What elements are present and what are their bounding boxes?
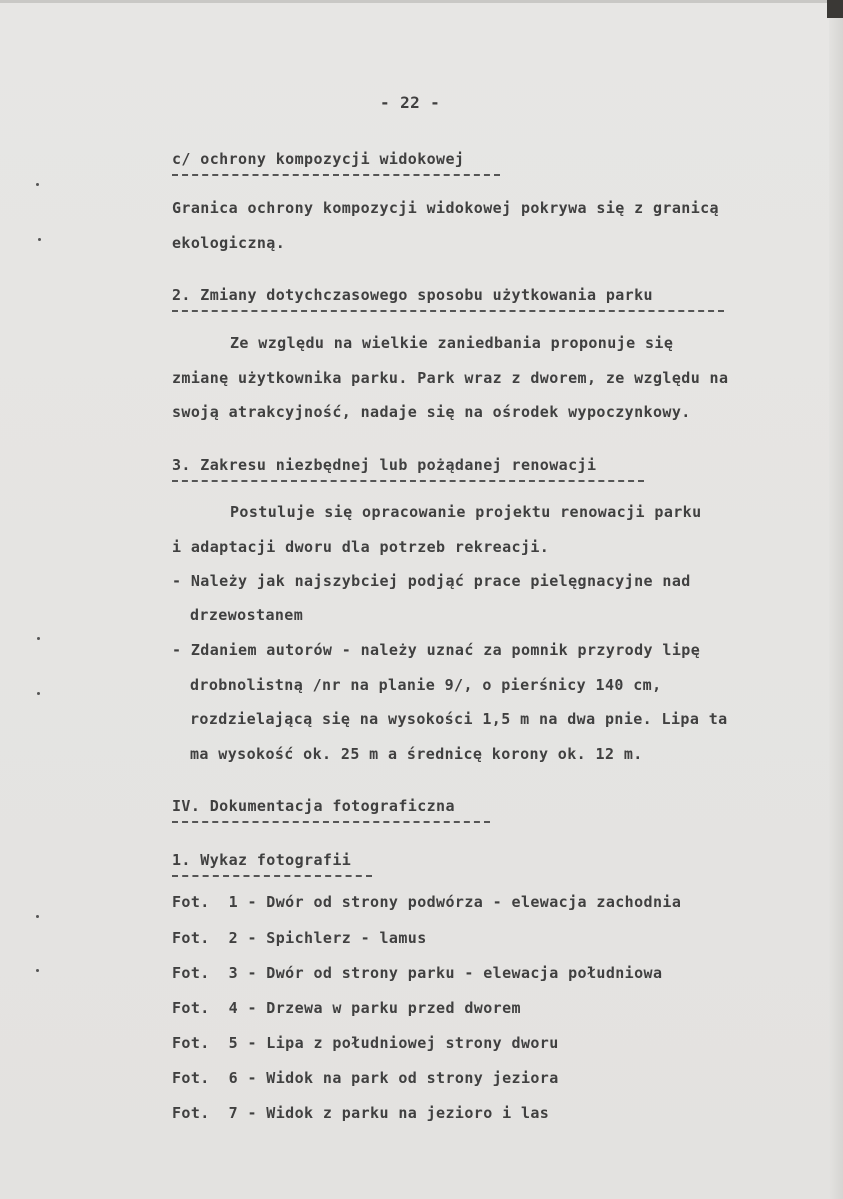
margin-mark xyxy=(36,969,39,972)
heading-underline xyxy=(172,174,500,176)
page-number: - 22 - xyxy=(380,93,441,112)
heading-underline xyxy=(172,480,644,482)
photo-list-item: Fot. 6 - Widok na park od strony jeziora xyxy=(172,1069,559,1087)
page-corner xyxy=(827,0,843,18)
photo-list-item: Fot. 3 - Dwór od strony parku - elewacja południowa xyxy=(172,964,663,982)
bullet-item-cont: drobnolistną /nr na planie 9/, o pierśnicy 140 cm, xyxy=(190,676,662,694)
photo-list-item: Fot. 1 - Dwór od strony podwórza - elewacja zachodnia xyxy=(172,893,682,911)
photo-list-heading: 1. Wykaz fotografii xyxy=(172,851,352,869)
heading-underline xyxy=(172,875,372,877)
section-3-heading: 3. Zakresu niezbędnej lub pożądanej renowacji xyxy=(172,456,597,474)
margin-mark xyxy=(38,238,41,241)
heading-underline xyxy=(172,821,490,823)
photo-list-item: Fot. 2 - Spichlerz - lamus xyxy=(172,929,427,947)
margin-mark xyxy=(36,183,39,186)
section-c-line: ekologiczną. xyxy=(172,234,286,252)
bullet-item-cont: ma wysokość ok. 25 m a średnicę korony ok. 12 m. xyxy=(190,745,643,763)
section-c-heading: c/ ochrony kompozycji widokowej xyxy=(172,150,465,168)
bullet-item: - Zdaniem autorów - należy uznać za pomnik przyrody lipę xyxy=(172,641,701,659)
page-top-edge xyxy=(0,0,843,3)
bullet-item-cont: rozdzielającą się na wysokości 1,5 m na dwa pnie. Lipa ta xyxy=(190,710,728,728)
heading-underline xyxy=(172,310,724,312)
section-iv-heading: IV. Dokumentacja fotograficzna xyxy=(172,797,455,815)
section-2-line: zmianę użytkownika parku. Park wraz z dworem, ze względu na xyxy=(172,369,729,387)
margin-mark xyxy=(37,692,40,695)
photo-list-item: Fot. 4 - Drzewa w parku przed dworem xyxy=(172,999,521,1017)
photo-list-item: Fot. 7 - Widok z parku na jezioro i las xyxy=(172,1104,550,1122)
bullet-item-cont: drzewostanem xyxy=(190,606,304,624)
section-2-line: Ze względu na wielkie zaniedbania proponuje się xyxy=(230,334,674,352)
section-2-line: swoją atrakcyjność, nadaje się na ośrodek wypoczynkowy. xyxy=(172,403,691,421)
section-c-line: Granica ochrony kompozycji widokowej pokrywa się z granicą xyxy=(172,199,719,217)
section-3-line: i adaptacji dworu dla potrzeb rekreacji. xyxy=(172,538,550,556)
section-3-line: Postuluje się opracowanie projektu renowacji parku xyxy=(230,503,702,521)
section-2-heading: 2. Zmiany dotychczasowego sposobu użytkowania parku xyxy=(172,286,653,304)
photo-list-item: Fot. 5 - Lipa z południowej strony dworu xyxy=(172,1034,559,1052)
bullet-item: - Należy jak najszybciej podjąć prace pielęgnacyjne nad xyxy=(172,572,691,590)
page-right-edge xyxy=(829,0,843,1199)
margin-mark xyxy=(37,637,40,640)
margin-mark xyxy=(36,915,39,918)
